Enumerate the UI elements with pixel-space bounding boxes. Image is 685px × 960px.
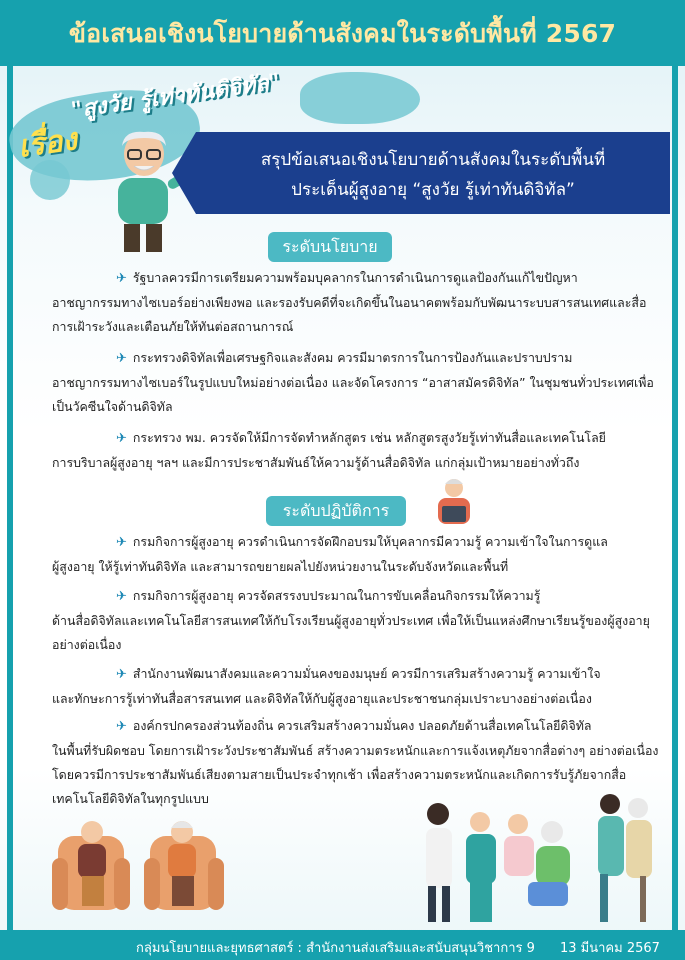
airplane-icon: ✈ xyxy=(116,431,127,446)
policy-item-rest: การบริบาลผู้สูงอายุ ฯลฯ และมีการประชาสัมพันธ์ให้ความรู้ด้านสื่อดิจิทัล แก่กลุ่มเป้าหมายอย่างทั่วถึง xyxy=(52,455,580,470)
practice-item-line1: กรมกิจการผู้สูงอายุ ควรดำเนินการจัดฝึกอบรมให้บุคลากรมีความรู้ ความเข้าใจในการดูแล xyxy=(132,534,608,549)
practice-item-line1: องค์กรปกครองส่วนท้องถิ่น ควรเสริมสร้างความมั่นคง ปลอดภัยด้านสื่อเทคโนโลยีดิจิทัล xyxy=(132,718,592,733)
practice-item-line1: สำนักงานพัฒนาสังคมและความมั่นคงของมนุษย์ ควรมีการเสริมสร้างความรู้ ความเข้าใจ xyxy=(132,666,601,681)
elderly-laptop-illustration xyxy=(432,476,476,528)
footer-org: กลุ่มนโยบายและยุทธศาสตร์ : สำนักงานส่งเสริมและสนับสนุนวิชาการ 9 xyxy=(136,941,535,956)
airplane-icon: ✈ xyxy=(116,589,127,604)
policy-item xyxy=(52,346,664,419)
paint-splash-decoration xyxy=(300,72,420,124)
footer-date: 13 มีนาคม 2567 xyxy=(560,941,660,956)
header-bar xyxy=(0,0,685,66)
policy-item xyxy=(52,266,664,339)
practice-item-rest: ในพื้นที่รับผิดชอบ โดยการเฝ้าระวังประชาสัมพันธ์ สร้างความตระหนักและการแจ้งเหตุภัยจากสื่อต่างๆ อย่างต่อเนื่อง โดยควรมีการประชาสัมพันธ์เสียงตามสายเป็นประจำทุกเช้า เพื่อสร้างความตระหนักและเกิดการรับรู้ภัยจากสื่อเทคโนโลยีดิจิทัลในทุกรูปแบบ xyxy=(52,743,659,806)
topic-prefix: เรื่อง xyxy=(15,122,80,165)
policy-item-rest: อาชญากรรมทางไซเบอร์อย่างเพียงพอ และรองรับคดีที่จะเกิดขึ้นในอนาคตพร้อมกับพัฒนาระบบสารสนเทศและสื่อการเฝ้าระวังและเตือนภัยให้ทันต่อสถานการณ์ xyxy=(52,295,647,334)
policy-item-line1: กระทรวง พม. ควรจัดให้มีการจัดทำหลักสูตร เช่น หลักสูตรสูงวัยรู้เท่าทันสื่อและเทคโนโลยี xyxy=(132,430,606,445)
practice-item-line1: กรมกิจการผู้สูงอายุ ควรจัดสรรงบประมาณในการขับเคลื่อนกิจกรรมให้ความรู้ xyxy=(132,588,541,603)
caregivers-with-elderly-illustration xyxy=(418,786,668,926)
practice-item xyxy=(52,584,664,657)
summary-banner xyxy=(196,132,670,214)
topic-name: "สูงวัย รู้เท่าทันดิจิทัล" xyxy=(69,69,282,124)
banner-notch xyxy=(172,132,196,214)
practice-item xyxy=(52,530,664,579)
airplane-icon: ✈ xyxy=(116,535,127,550)
practice-item-rest: ด้านสื่อดิจิทัลและเทคโนโลยีสารสนเทศให้กับโรงเรียนผู้สูงอายุทั่วประเทศ เพื่อให้เป็นแหล่งศึกษาเรียนรู้ของผู้สูงอายุอย่างต่อเนื่อง xyxy=(52,613,650,652)
section-policy-title: ระดับนโยบาย xyxy=(268,232,392,262)
footer-bar xyxy=(0,930,685,960)
policy-item-line1: รัฐบาลควรมีการเตรียมความพร้อมบุคลากรในการดำเนินการดูแลป้องกันแก้ไขปัญหา xyxy=(132,270,578,285)
airplane-icon: ✈ xyxy=(116,351,127,366)
policy-item-rest: อาชญากรรมทางไซเบอร์ในรูปแบบใหม่อย่างต่อเนื่อง และจัดโครงการ “อาสาสมัครดิจิทัล” ในชุมชนทั่วประเทศเพื่อเป็นวัคซีนใจด้านดิจิทัล xyxy=(52,375,654,414)
airplane-icon: ✈ xyxy=(116,271,127,286)
practice-item-rest: ผู้สูงอายุ ให้รู้เท่าทันดิจิทัล และสามารถขยายผลไปยังหน่วยงานในระดับจังหวัดและพื้นที่ xyxy=(52,559,509,574)
banner-line-2: ประเด็นผู้สูงอายุ “สูงวัย รู้เท่าทันดิจิทัล” xyxy=(291,180,575,200)
practice-item xyxy=(52,662,664,711)
policy-item xyxy=(52,426,664,475)
airplane-icon: ✈ xyxy=(116,719,127,734)
airplane-icon: ✈ xyxy=(116,667,127,682)
header-title: ข้อเสนอเชิงนโยบายด้านสังคมในระดับพื้นที่ 2567 xyxy=(68,19,617,48)
practice-item-rest: และทักษะการรู้เท่าทันสื่อสารสนเทศ และดิจิทัลให้กับผู้สูงอายุและประชาชนกลุ่มเปราะบางอย่างต่อเนื่อง xyxy=(52,691,592,706)
section-practice-title: ระดับปฏิบัติการ xyxy=(266,496,406,526)
elderly-couple-armchairs-illustration xyxy=(52,806,228,924)
policy-item-line1: กระทรวงดิจิทัลเพื่อเศรษฐกิจและสังคม ควรมีมาตรการในการป้องกันและปราบปราม xyxy=(132,350,573,365)
banner-line-1: สรุปข้อเสนอเชิงนโยบายด้านสังคมในระดับพื้นที่ xyxy=(260,150,606,170)
